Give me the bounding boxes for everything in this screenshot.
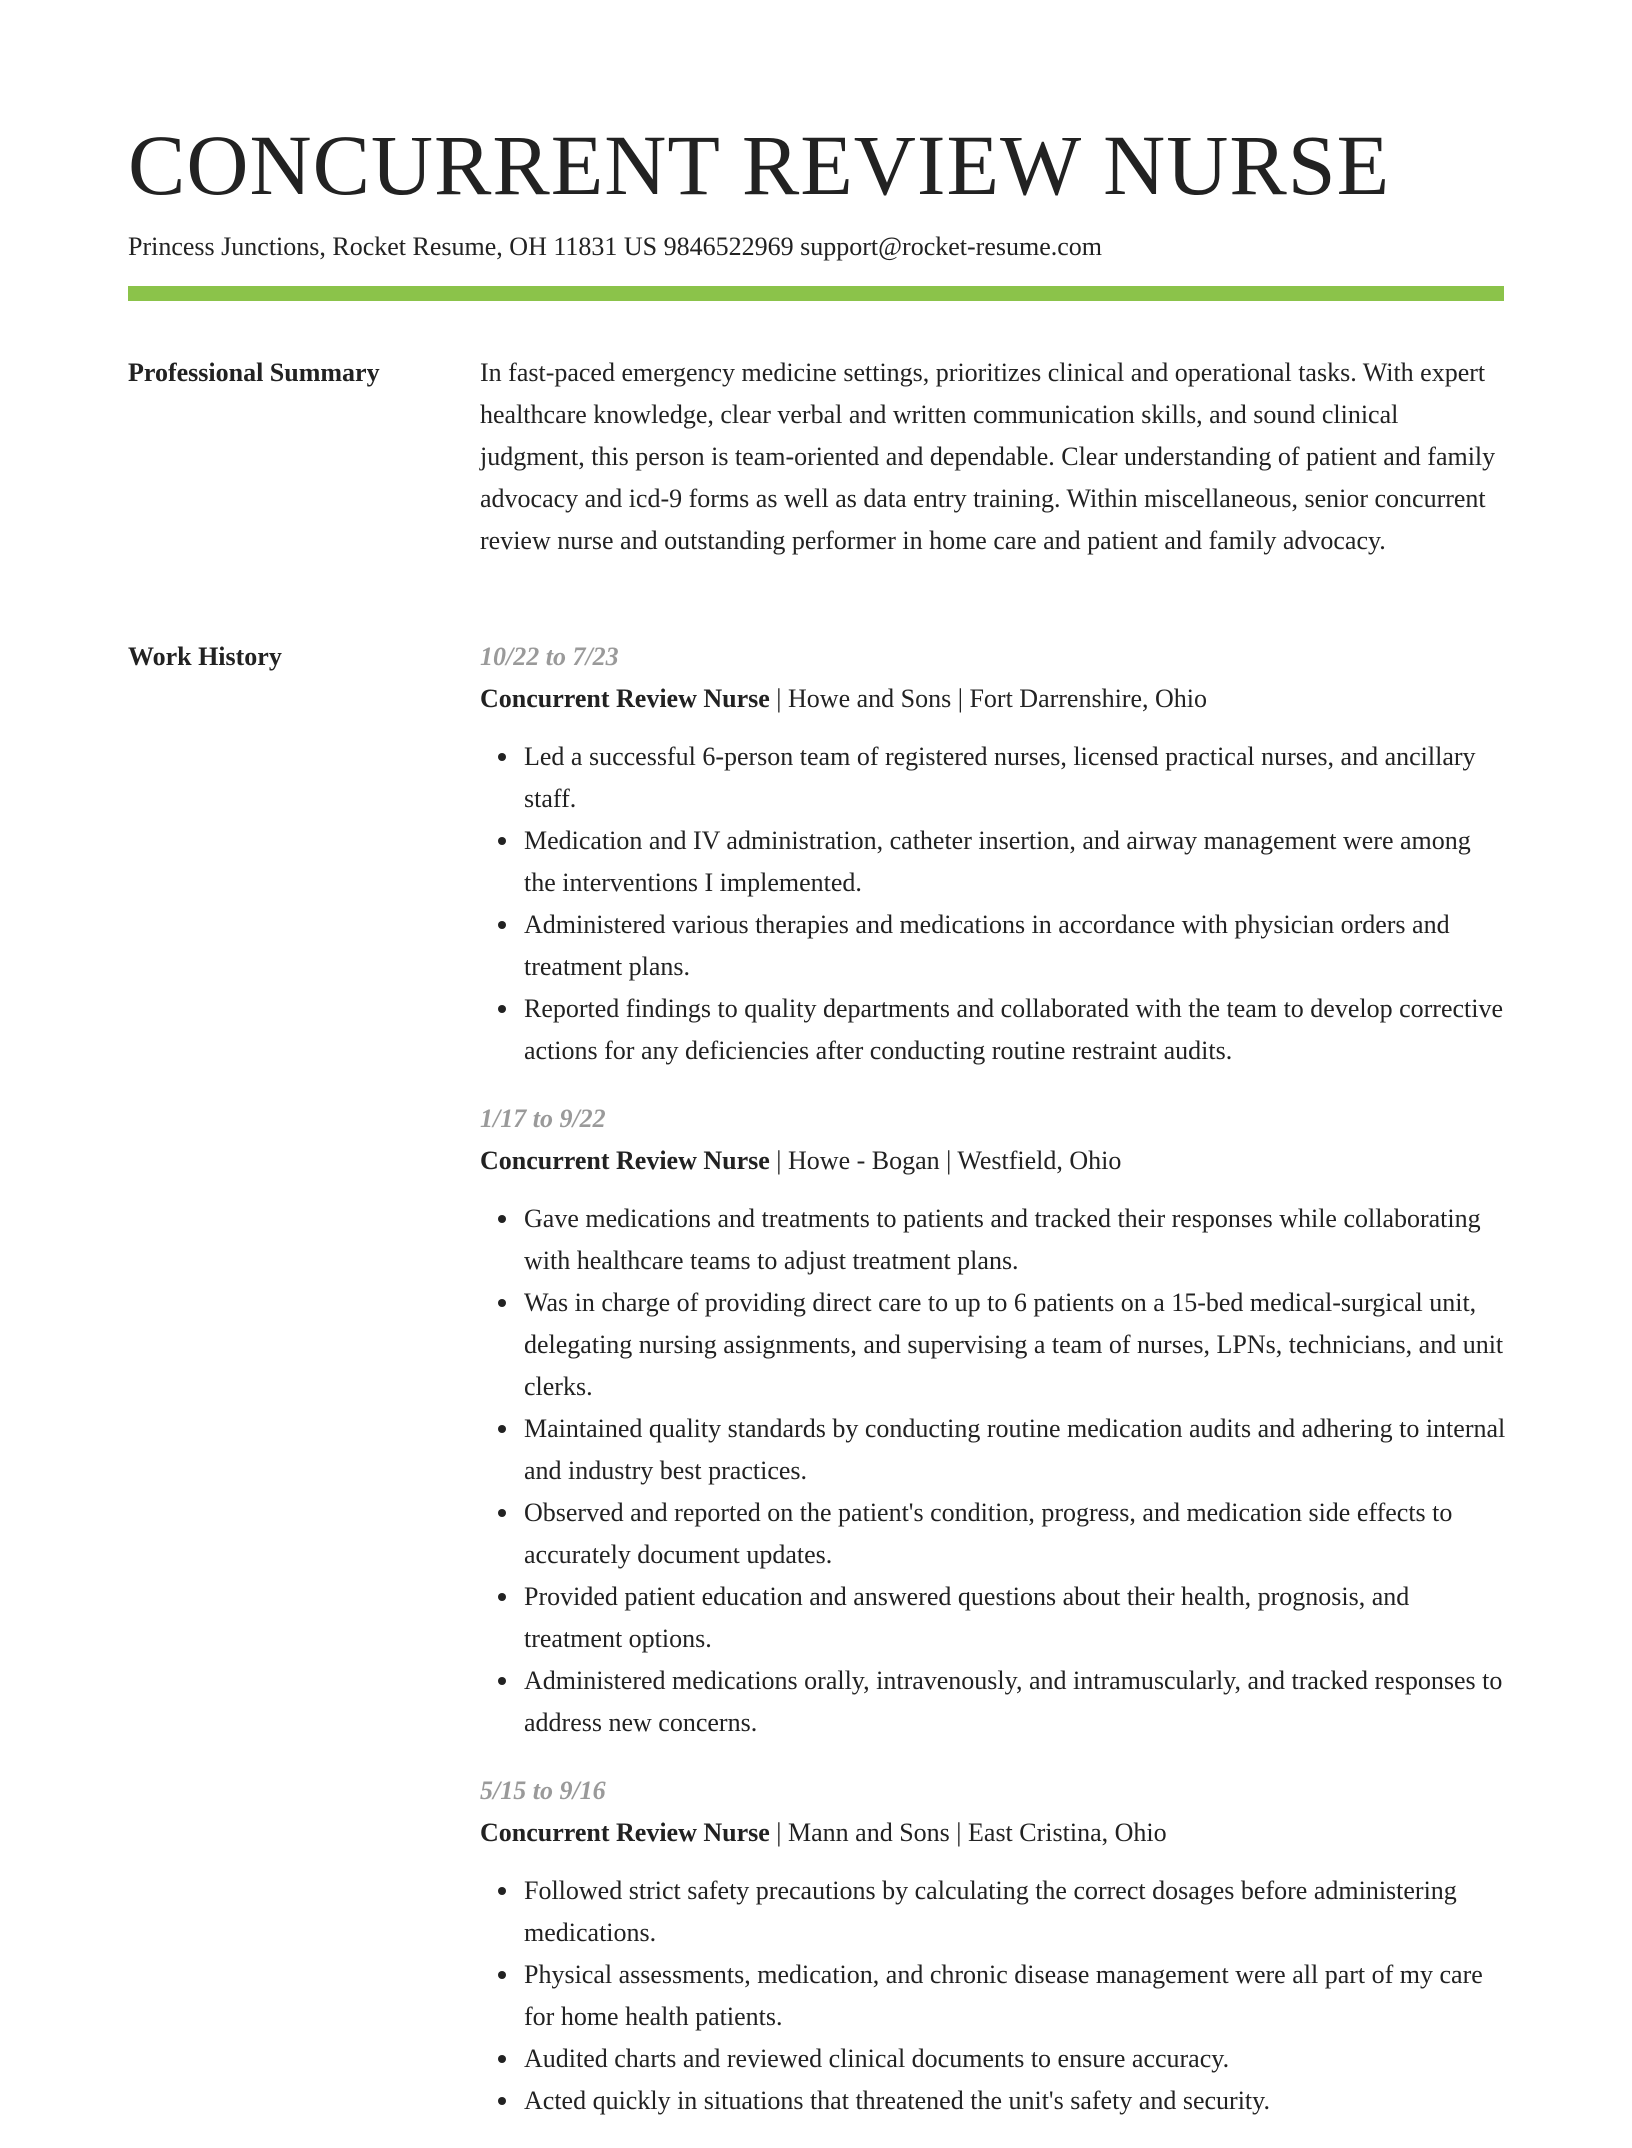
job-heading-line bbox=[480, 1812, 1506, 1854]
work-history-heading: Work History bbox=[128, 642, 282, 671]
job-bullet-list bbox=[480, 736, 1506, 1072]
separator: | bbox=[949, 1818, 969, 1847]
job-bullet: Led a successful 6-person team of registered nurses, licensed practical nurses, and ancillary staff. bbox=[524, 736, 1506, 820]
job-bullet: Medication and IV administration, catheter insertion, and airway management were among the interventions I implemented. bbox=[524, 820, 1506, 904]
job-bullet: Acted quickly in situations that threatened the unit's safety and security. bbox=[524, 2080, 1506, 2122]
job-title: Concurrent Review Nurse bbox=[480, 1146, 770, 1175]
job-bullet: Followed strict safety precautions by calculating the correct dosages before administering medications. bbox=[524, 1870, 1506, 1954]
job-bullet: Provided patient education and answered questions about their health, prognosis, and treatment options. bbox=[524, 1576, 1506, 1660]
job-bullet: Reported findings to quality departments and collaborated with the team to develop corrective actions for any deficiencies after conducting routine restraint audits. bbox=[524, 988, 1506, 1072]
job-bullet: Gave medications and treatments to patients and tracked their responses while collaborating with healthcare teams to adjust treatment plans. bbox=[524, 1198, 1506, 1282]
job-entry bbox=[480, 636, 1506, 1072]
separator: | bbox=[769, 684, 789, 713]
job-location: East Cristina, Ohio bbox=[968, 1818, 1167, 1847]
job-bullet: Observed and reported on the patient's condition, progress, and medication side effects to accurately document updates. bbox=[524, 1492, 1506, 1576]
job-bullet: Audited charts and reviewed clinical documents to ensure accuracy. bbox=[524, 2038, 1506, 2080]
job-location: Fort Darrenshire, Ohio bbox=[969, 684, 1208, 713]
accent-divider bbox=[128, 286, 1504, 301]
job-heading-line bbox=[480, 678, 1506, 720]
job-bullet: Maintained quality standards by conducting routine medication audits and adhering to internal and industry best practices. bbox=[524, 1408, 1506, 1492]
job-bullet: Administered medications orally, intravenously, and intramuscularly, and tracked responses to address new concerns. bbox=[524, 1660, 1506, 1744]
separator: | bbox=[769, 1146, 789, 1175]
resume-name: CONCURRENT REVIEW NURSE bbox=[128, 117, 1391, 213]
job-location: Westfield, Ohio bbox=[957, 1146, 1122, 1175]
job-dates: 5/15 to 9/16 bbox=[480, 1776, 606, 1805]
separator: | bbox=[939, 1146, 958, 1175]
job-dates: 10/22 to 7/23 bbox=[480, 642, 619, 671]
separator: | bbox=[769, 1818, 789, 1847]
job-bullet-list bbox=[480, 1198, 1506, 1744]
separator: | bbox=[951, 684, 970, 713]
job-company: Howe - Bogan bbox=[788, 1146, 940, 1175]
summary-text: In fast-paced emergency medicine settings, prioritizes clinical and operational tasks. With expert healthcare knowledge, clear verbal and written communication skills, and sound clinical judgment, this person is team-oriented and dependable. Clear understanding of patient and family advocacy and icd-9 forms as well as data entry training. Within miscellaneous, senior concurrent review nurse and outstanding performer in home care and patient and family advocacy. bbox=[480, 358, 1496, 555]
job-bullet: Was in charge of providing direct care to up to 6 patients on a 15-bed medical-surgical unit, delegating nursing assignments, and supervising a team of nurses, LPNs, technicians, and unit clerks. bbox=[524, 1282, 1506, 1408]
summary-heading: Professional Summary bbox=[128, 358, 380, 387]
job-title: Concurrent Review Nurse bbox=[480, 684, 770, 713]
contact-line: Princess Junctions, Rocket Resume, OH 11831 US 9846522969 support@rocket-resume.com bbox=[128, 232, 1103, 261]
job-dates: 1/17 to 9/22 bbox=[480, 1104, 606, 1133]
job-list bbox=[480, 636, 1506, 2148]
job-bullet: Administered various therapies and medications in accordance with physician orders and treatment plans. bbox=[524, 904, 1506, 988]
job-company: Mann and Sons bbox=[788, 1818, 950, 1847]
job-heading-line bbox=[480, 1140, 1506, 1182]
job-company: Howe and Sons bbox=[788, 684, 952, 713]
job-entry bbox=[480, 1770, 1506, 2122]
job-entry bbox=[480, 1098, 1506, 1744]
job-bullet: Physical assessments, medication, and chronic disease management were all part of my care for home health patients. bbox=[524, 1954, 1506, 2038]
job-title: Concurrent Review Nurse bbox=[480, 1818, 770, 1847]
job-bullet-list bbox=[480, 1870, 1506, 2122]
